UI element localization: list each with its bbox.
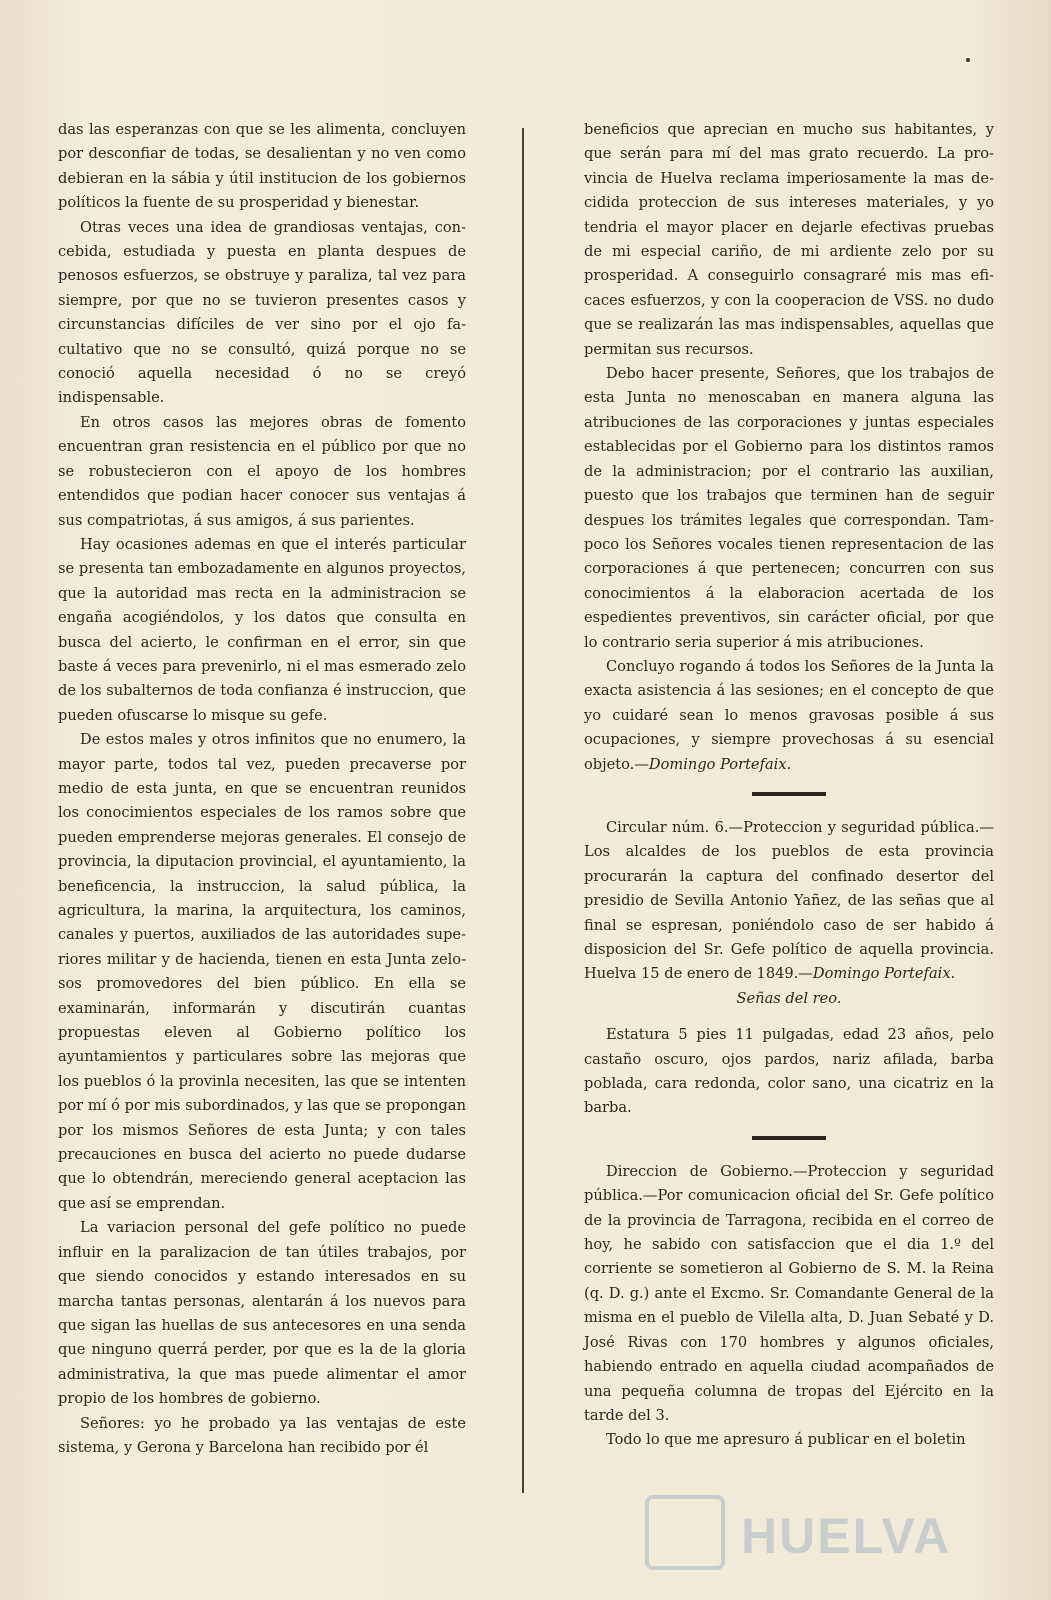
right-paragraph-2: Debo hacer presente, Señores, que los trabajos de esta Junta no menoscaban en manera alguna las atribuciones de las corporaciones y juntas especiales establecidas por el Gobierno para los distintos ramos de la administracion; por el contrario las auxilian, puesto que los trabajos que terminen han de seguir despues los trámites legales que correspondan. Tampoco los Señores vocales tienen representacion de las corporaciones á que pertenecen; concurren con sus conocimientos á la elaboracion acertada de los espedientes preventivos, sin carácter oficial, por que lo contrario seria superior á mis atribuciones. bbox=[584, 365, 994, 651]
watermark-text: HUELVA bbox=[741, 1508, 952, 1564]
column-divider bbox=[522, 128, 524, 1493]
signature: Domingo Portefaix. bbox=[648, 755, 792, 773]
left-paragraph-1: das las esperanzas con que se les alimenta, concluyen por desconfiar de todas, se desalientan y no ven como debieran en la sábia y útil institucion de los gobiernos políticos la fuente de su prosperidad y bienestar. bbox=[58, 121, 466, 212]
right-continuation: beneficios que aprecian en mucho sus habitantes, y que serán para mí del mas grato recuerdo. La provincia de Huelva reclama imperiosamente la mas decidida proteccion de sus intereses materiales, y yo tendria el mayor placer en dejarle efectivas pruebas de mi especial cariño, de mi ardiente zelo por su prosperidad. A conseguirlo consagraré mis mas eficaces esfuerzos, y con la cooperacion de VSS. no dudo que se realizarán las mas indispensables, aquellas que permitan sus recursos. bbox=[584, 121, 994, 358]
section-rule-2 bbox=[752, 1136, 826, 1140]
left-column bbox=[58, 118, 466, 1460]
right-paragraph-3 bbox=[584, 655, 994, 777]
circular-signature: Domingo Portefaix. bbox=[812, 965, 956, 983]
senas-heading: Señas del reo. bbox=[736, 989, 842, 1007]
left-paragraph-4: Hay ocasiones ademas en que el interés particular se presenta tan embozadamente en algunos proyectos, que la autoridad mas recta en la administracion se engaña acogiéndolos, y los datos que consulta en busca del acierto, le confirman en el error, sin que baste á veces para prevenirlo, ni el mas esmerado zelo de los subalternos de toda confianza é instruccion, que pueden ofuscarse lo misque su gefe. bbox=[58, 535, 466, 724]
direccion-notice: Direccion de Gobierno.—Proteccion y seguridad pública.—Por comunicacion oficial del Sr. Gefe político de la provincia de Tarragona, recibida en el correo de hoy, he sabido con satisfaccion que el dia 1.º del corriente se sometieron al Gobierno de S. M. la Reina (q. D. g.) ante el Excmo. Sr. Comandante General de la misma en el pueblo de Vilella alta, D. Juan Sebaté y D. José Rivas con 170 hombres y algunos oficiales, habiendo entrado en aquella ciudad acompañados de una pequeña columna de tropas del Ejército en la tarde del 3. bbox=[584, 1162, 994, 1424]
left-paragraph-3: En otros casos las mejores obras de fomento encuentran gran resistencia en el público por que no se robustecieron con el apoyo de los hombres entendidos que podian hacer conocer sus ventajas á sus compatriotas, á sus amigos, á sus parientes. bbox=[58, 413, 466, 529]
left-paragraph-6: La variacion personal del gefe político no puede influir en la paralizacion de tan útiles trabajos, por que siendo conocidos y estando interesados en su marcha tantas personas, alentarán á los nuevos para que sigan las huellas de sus antecesores en una senda que ninguno querrá perder, por que es la de la gloria administrativa, la que mas puede alimentar el amor propio de los hombres de gobierno. bbox=[58, 1219, 466, 1408]
right-column bbox=[584, 118, 994, 1453]
closing-text: Concluyo rogando á todos los Señores de la Junta la exacta asistencia á las sesiones; en el concepto de que yo cuidaré sean lo menos gravosas posible á sus ocupaciones, y siempre provechosas á su esencial objeto.— bbox=[584, 657, 994, 773]
archive-logo-icon bbox=[645, 1495, 725, 1570]
final-line: Todo lo que me apresuro á publicar en el boletin bbox=[606, 1431, 966, 1449]
circular-notice bbox=[584, 816, 994, 987]
section-rule bbox=[752, 792, 826, 796]
circular-text: Circular núm. 6.—Proteccion y seguridad pública.—Los alcaldes de los pueblos de esta provincia procurarán la captura del confinado desertor del presidio de Sevilla Antonio Yañez, de las señas que al final se espresan, poniéndolo caso de ser habido á disposicion del Sr. Gefe político de aquella provincia. Huelva 15 de enero de 1849.— bbox=[584, 818, 994, 983]
page-speck bbox=[966, 58, 970, 62]
left-paragraph-5: De estos males y otros infinitos que no enumero, la mayor parte, todos tal vez, pueden precaverse por medio de esta junta, en que se encuentran reunidos los conocimientos especiales de los ramos sobre que pueden emprenderse mejoras generales. El consejo de provincia, la diputacion provincial, el ayuntamiento, la beneficencia, la instruccion, la salud pública, la agricultura, la marina, la arquitectura, los caminos, canales y puertos, auxiliados de las autoridades superiores militar y de hacienda, tienen en esta Junta zelosos promovedores del bien público. En ella se examinarán, informarán y discutirán cuantas propuestas eleven al Gobierno político los ayuntamientos y particulares sobre las mejoras que los pueblos ó la provinla necesiten, las que se intenten por mí ó por mis subordinados, y las que se propongan por los mismos Señores de esta Junta; y con tales precauciones en busca del acierto no puede dudarse que lo obtendrán, mereciendo general aceptacion las que así se emprendan. bbox=[58, 731, 466, 1212]
left-paragraph-7: Señores: yo he probado ya las ventajas de este sistema, y Gerona y Barcelona han recibido por él bbox=[58, 1414, 466, 1456]
archive-watermark bbox=[645, 1495, 975, 1570]
senas-description: Estatura 5 pies 11 pulgadas, edad 23 años, pelo castaño oscuro, ojos pardos, nariz afilada, barba poblada, cara redonda, color sano, una cicatriz en la barba. bbox=[584, 1026, 994, 1117]
left-paragraph-2: Otras veces una idea de grandiosas ventajas, concebida, estudiada y puesta en planta despues de penosos esfuerzos, se obstruye y paraliza, tal vez para siempre, por que no se tuvieron presentes casos y circunstancias difíciles de ver sino por el ojo facultativo que no se consultó, quizá porque no se conoció aquella necesidad ó no se creyó indispensable. bbox=[58, 218, 466, 407]
